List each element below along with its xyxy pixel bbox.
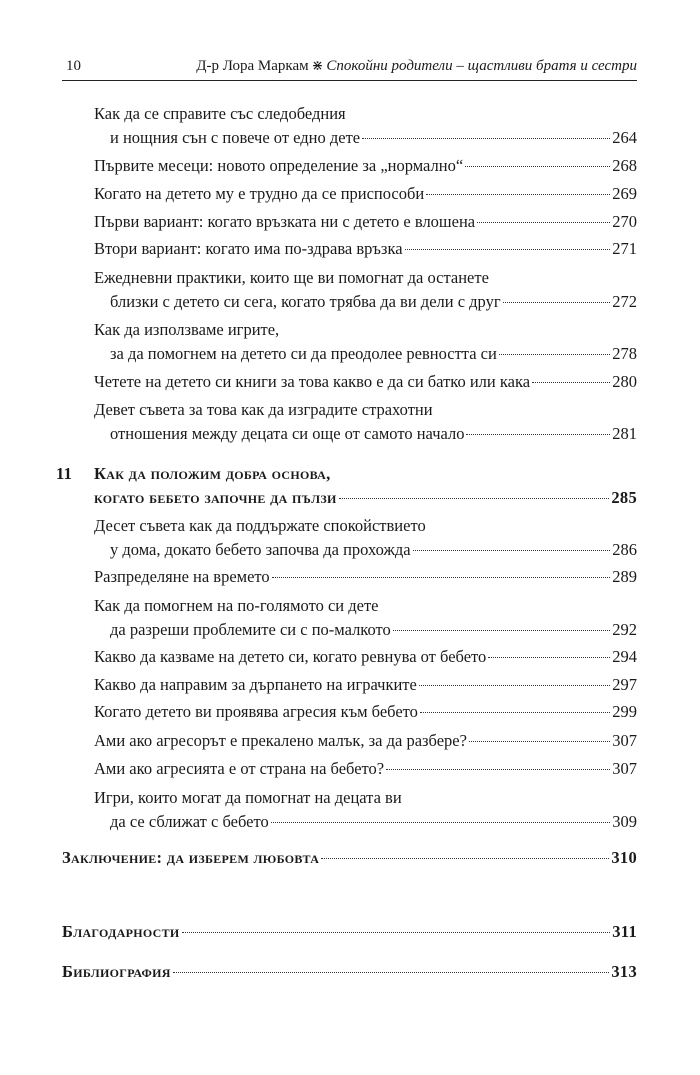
running-title bbox=[196, 58, 637, 75]
toc-entry-title: Какво да направим за дърпането на играчките bbox=[94, 675, 417, 694]
chapter-number: 11 bbox=[56, 464, 73, 483]
toc-entry-title: близки с детето си сега, когато трябва да ви дели с друг bbox=[110, 292, 501, 311]
toc-entry-title: отношения между децата си още от самото начало bbox=[110, 424, 465, 443]
toc-chapter-11[interactable] bbox=[56, 462, 637, 510]
toc-entry-title: Какво да казваме на детето си, когато ревнува от бебето bbox=[94, 647, 487, 666]
toc-entry[interactable] bbox=[62, 237, 637, 261]
running-header bbox=[62, 58, 637, 81]
toc-entry[interactable] bbox=[62, 102, 637, 150]
toc-entry-title: Как да помогнем на по-голямото си дете bbox=[94, 596, 379, 615]
toc-entry-title: да се сближат с бебето bbox=[110, 812, 269, 831]
toc-entry-title: Втори вариант: когато има по-здрава връзка bbox=[94, 239, 403, 258]
dot-leader bbox=[272, 577, 611, 578]
toc-entry-title: у дома, докато бебето започва да прохожда bbox=[110, 540, 411, 559]
dot-leader bbox=[339, 498, 610, 499]
toc-entry-title: Разпределяне на времето bbox=[94, 567, 270, 586]
toc-entry[interactable] bbox=[62, 182, 637, 206]
toc-page-number: 270 bbox=[612, 212, 637, 231]
toc-entry[interactable] bbox=[62, 673, 637, 697]
dot-leader bbox=[426, 194, 610, 195]
dot-leader bbox=[466, 434, 610, 435]
dot-leader bbox=[413, 550, 611, 551]
toc-entry[interactable] bbox=[62, 700, 637, 724]
dot-leader bbox=[362, 138, 610, 139]
toc-entry[interactable] bbox=[62, 398, 637, 446]
dot-leader bbox=[465, 166, 610, 167]
dot-leader bbox=[393, 630, 610, 631]
toc-page-number: 285 bbox=[611, 488, 637, 507]
toc-page-number: 289 bbox=[612, 567, 637, 586]
toc-page-number: 307 bbox=[612, 731, 637, 750]
toc-entry-title: Когато детето ви проявява агресия към бебето bbox=[94, 702, 418, 721]
book-title: Спокойни родители – щастливи братя и сестри bbox=[326, 58, 637, 74]
toc-entry-title: Девет съвета за това как да изградите страхотни bbox=[94, 400, 433, 419]
toc-page-number: 311 bbox=[612, 922, 637, 941]
toc-entry[interactable] bbox=[62, 266, 637, 314]
toc-entry[interactable] bbox=[62, 318, 637, 366]
toc-entry-title: Четете на детето си книги за това какво е да си батко или кака bbox=[94, 372, 531, 391]
author-name: Д-р Лора Маркам bbox=[196, 58, 309, 74]
toc-page-number: 299 bbox=[612, 702, 637, 721]
section-title: Благодарности bbox=[62, 922, 180, 941]
dot-leader bbox=[271, 822, 611, 823]
dot-leader bbox=[419, 685, 610, 686]
dot-leader bbox=[532, 382, 610, 383]
toc-entry-title: Десет съвета как да поддържате спокойствието bbox=[94, 516, 426, 535]
toc-entry[interactable] bbox=[62, 594, 637, 642]
dot-leader bbox=[488, 657, 610, 658]
section-title: Библиография bbox=[62, 962, 171, 981]
dot-leader bbox=[182, 932, 611, 933]
toc-page-number: 281 bbox=[612, 424, 637, 443]
toc-entry-title: Ами ако агресорът е прекалено малък, за да разбере? bbox=[94, 731, 467, 750]
dot-leader bbox=[503, 302, 611, 303]
toc-page-number: 292 bbox=[612, 620, 637, 639]
toc-page-number: 294 bbox=[612, 647, 637, 666]
toc-page-number: 286 bbox=[612, 540, 637, 559]
toc-entry-title: Игри, които могат да помогнат на децата ви bbox=[94, 788, 402, 807]
toc-page-number: 271 bbox=[612, 239, 637, 258]
page-number: 10 bbox=[66, 58, 81, 74]
section-title: Заключение: да изберем любовта bbox=[62, 848, 320, 867]
toc-entry[interactable] bbox=[62, 210, 637, 234]
toc-entry-title: Ежедневни практики, които ще ви помогнат да останете bbox=[94, 268, 489, 287]
toc-entry[interactable] bbox=[62, 786, 637, 834]
toc-conclusion[interactable] bbox=[62, 846, 637, 870]
toc-entry-title: за да помогнем на детето си да преодолее ревността си bbox=[110, 344, 497, 363]
dot-leader bbox=[321, 858, 609, 859]
toc-entry[interactable] bbox=[62, 370, 637, 394]
dot-leader bbox=[386, 769, 610, 770]
ornament-icon: ⋇ bbox=[311, 59, 324, 74]
toc-entry[interactable] bbox=[62, 154, 637, 178]
toc-entry-title: Когато на детето му е трудно да се приспособи bbox=[94, 184, 425, 203]
toc-entry-title: Първи вариант: когато връзката ни с детето е влошена bbox=[94, 212, 476, 231]
dot-leader bbox=[499, 354, 610, 355]
dot-leader bbox=[477, 222, 610, 223]
chapter-title: когато бебето започне да пълзи bbox=[94, 488, 337, 507]
toc-entry-title: Как да се справите със следобедния bbox=[94, 104, 346, 123]
toc-entry-title: и нощния сън с повече от едно дете bbox=[110, 128, 361, 147]
toc-acknowledgements[interactable] bbox=[62, 920, 637, 944]
dot-leader bbox=[405, 249, 611, 250]
toc-page-number: 309 bbox=[612, 812, 637, 831]
toc-entry[interactable] bbox=[62, 645, 637, 669]
toc-entry-title: Как да използваме игрите, bbox=[94, 320, 280, 339]
toc-page-number: 297 bbox=[612, 675, 637, 694]
toc-page-number: 310 bbox=[611, 848, 637, 867]
toc-entry-title: да разреши проблемите си с по-малкото bbox=[110, 620, 391, 639]
toc-entry[interactable] bbox=[62, 565, 637, 589]
dot-leader bbox=[173, 972, 610, 973]
toc-entry[interactable] bbox=[62, 514, 637, 562]
chapter-title: Как да положим добра основа, bbox=[94, 464, 331, 483]
toc-page-number: 264 bbox=[612, 128, 637, 147]
toc-entry-title: Ами ако агресията е от страна на бебето? bbox=[94, 759, 385, 778]
toc-page-number: 272 bbox=[612, 292, 637, 311]
toc-entry-title: Първите месеци: новото определение за „нормално“ bbox=[94, 156, 464, 175]
toc-page-number: 307 bbox=[612, 759, 637, 778]
dot-leader bbox=[469, 741, 610, 742]
toc-page-number: 269 bbox=[612, 184, 637, 203]
toc-page-number: 268 bbox=[612, 156, 637, 175]
toc-page-number: 278 bbox=[612, 344, 637, 363]
toc-bibliography[interactable] bbox=[62, 960, 637, 984]
toc-entry[interactable] bbox=[62, 729, 637, 753]
dot-leader bbox=[420, 712, 610, 713]
toc-entry[interactable] bbox=[62, 757, 637, 781]
toc-page-number: 280 bbox=[612, 372, 637, 391]
toc-page-number: 313 bbox=[611, 962, 637, 981]
